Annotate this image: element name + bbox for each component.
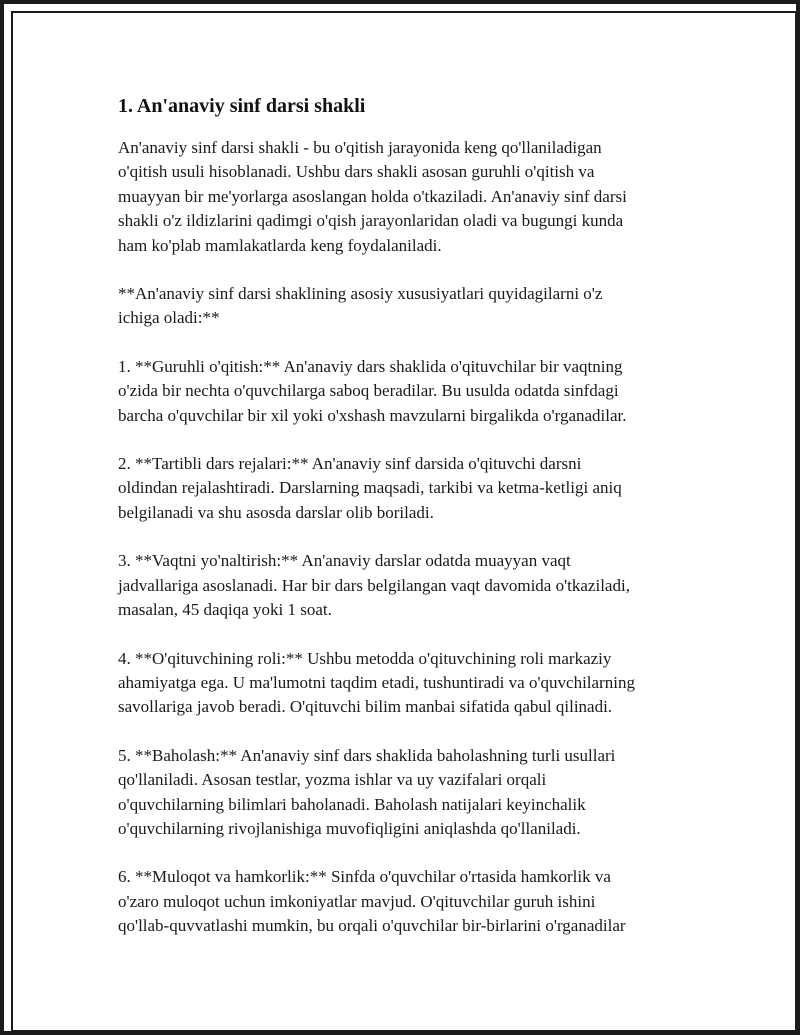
text-line: ichiga oladi:** <box>118 308 220 328</box>
paragraph <box>118 282 698 331</box>
document-title: 1. An'anaviy sinf darsi shakli <box>118 95 366 117</box>
text-line: qo'llaniladi. Asosan testlar, yozma ishlar va uy vazifalari orqali <box>118 770 547 790</box>
text-line: qo'llab-quvvatlashi mumkin, bu orqali o'quvchilar bir-birlarini o'rganadilar <box>118 916 626 936</box>
paragraph <box>118 355 698 428</box>
text-line: muayyan bir me'yorlarga asoslangan holda o'tkaziladi. An'anaviy sinf darsi <box>118 186 627 206</box>
text-line: o'zida bir nechta o'quvchilarga saboq beradilar. Bu usulda odatda sinfdagi <box>118 381 619 401</box>
text-line: ahamiyatga ega. U ma'lumotni taqdim etadi, tushuntiradi va o'quvchilarning <box>118 672 635 692</box>
text-line: savollariga javob beradi. O'qituvchi bilim manbai sifatida qabul qilinadi. <box>118 697 613 717</box>
text-line: o'quvchilarning bilimlari baholanadi. Baholash natijalari keyinchalik <box>118 794 586 814</box>
text-line: shakli o'z ildizlarini qadimgi o'qish jarayonlaridan oladi va bugungi kunda <box>118 211 624 231</box>
paragraph <box>118 865 698 938</box>
paragraph-list <box>118 136 698 939</box>
text-line: barcha o'quvchilar bir xil yoki o'xshash mavzularni birgalikda o'rganadilar. <box>118 405 627 425</box>
text-line: 1. **Guruhli o'qitish:** An'anaviy dars shaklida o'qituvchilar bir vaqtning <box>118 356 623 376</box>
paragraph <box>118 549 698 622</box>
text-line: 4. **O'qituvchining roli:** Ushbu metodda o'qituvchining roli markaziy <box>118 648 612 668</box>
paragraph <box>118 452 698 525</box>
text-line: o'quvchilarning rivojlanishiga muvofiqligini aniqlashda qo'llaniladi. <box>118 818 581 838</box>
paragraph <box>118 647 698 720</box>
text-line: 6. **Muloqot va hamkorlik:** Sinfda o'quvchilar o'rtasida hamkorlik va <box>118 867 611 887</box>
text-line: jadvallariga asoslanadi. Har bir dars belgilangan vaqt davomida o'tkaziladi, <box>118 575 630 595</box>
text-line: o'zaro muloqot uchun imkoniyatlar mavjud. O'qituvchilar guruh ishini <box>118 891 596 911</box>
text-line: o'qitish usuli hisoblanadi. Ushbu dars shakli asosan guruhli o'qitish va <box>118 162 595 182</box>
text-line: **An'anaviy sinf darsi shaklining asosiy xususiyatlari quyidagilarni o'z <box>118 284 603 304</box>
document-body <box>118 92 698 963</box>
text-line: oldindan rejalashtiradi. Darslarning maqsadi, tarkibi va ketma-ketligi aniq <box>118 478 622 498</box>
text-line: An'anaviy sinf darsi shakli - bu o'qitish jarayonida keng qo'llaniladigan <box>118 138 602 157</box>
text-line: 5. **Baholash:** An'anaviy sinf dars shaklida baholashning turli usullari <box>118 745 616 765</box>
paragraph <box>118 744 698 842</box>
text-line: 3. **Vaqtni yo'naltirish:** An'anaviy darslar odatda muayyan vaqt <box>118 551 571 571</box>
text-line: belgilanadi va shu asosda darslar olib boriladi. <box>118 502 434 522</box>
text-line: 2. **Tartibli dars rejalari:** An'anaviy sinf darsida o'qituvchi darsni <box>118 454 582 474</box>
paragraph <box>118 136 698 258</box>
text-line: masalan, 45 daqiqa yoki 1 soat. <box>118 600 332 620</box>
text-line: ham ko'plab mamlakatlarda keng foydalaniladi. <box>118 235 442 255</box>
